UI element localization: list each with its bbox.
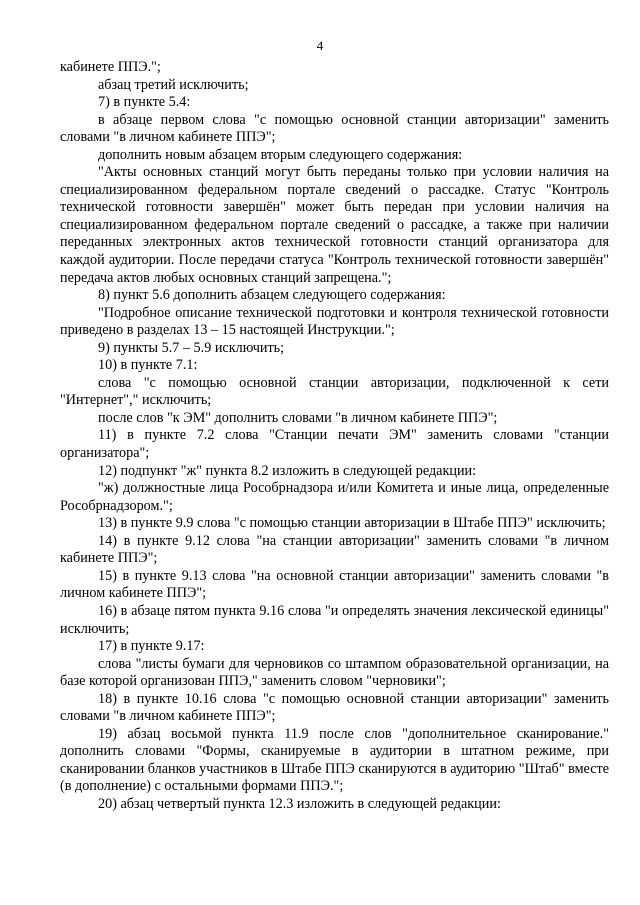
paragraph: 7) в пункте 5.4: — [98, 94, 191, 111]
paragraph: кабинете ППЭ."; — [60, 59, 161, 75]
paragraph: 17) в пункте 9.17: — [98, 638, 205, 655]
paragraph: 13) в пункте 9.9 слова "с помощью станции авторизации в Штабе ППЭ" исключить; — [98, 515, 606, 532]
paragraph: 16) в абзаце пятом пункта 9.16 слова "и определять значения лексической единицы" исключить; — [60, 602, 609, 637]
paragraph: 11) в пункте 7.2 слова "Станции печати ЭМ" заменить словами "станции организатора"; — [60, 427, 609, 462]
paragraph: 15) в пункте 9.13 слова "на основной станции авторизации" заменить словами "в личном кабинете ППЭ"; — [60, 567, 609, 602]
paragraph: в абзаце первом слова "с помощью основной станции авторизации" заменить словами "в личном кабинете ППЭ"; — [60, 111, 609, 146]
document-body — [60, 59, 609, 814]
paragraph: 14) в пункте 9.12 слова "на станции авторизации" заменить словами "в личном кабинете ППЭ"; — [60, 532, 609, 567]
paragraph: абзац третий исключить; — [98, 76, 249, 93]
paragraph: "Подробное описание технической подготовки и контроля технической готовности приведено в разделах 13 – 15 настоящей Инструкции."; — [60, 304, 609, 339]
paragraph: 9) пункты 5.7 – 5.9 исключить; — [98, 339, 285, 356]
paragraph: "Акты основных станций могут быть переданы только при условии наличия на специализированном федеральном портале сведений о рассадке. Статус "Контроль технической готовности завершён" может быть передан при условии наличия на специализированном федеральном портале сведений о рассадке, а также при наличии переданных электронных актов технической готовности станций организатора для каждой аудитории. После передачи статуса "Контроль технической готовности завершён" передача актов любых основных станций запрещена."; — [60, 164, 609, 286]
paragraph: 18) в пункте 10.16 слова "с помощью основной станции авторизации" заменить словами "в личном кабинете ППЭ"; — [60, 690, 609, 725]
paragraph: дополнить новым абзацем вторым следующего содержания: — [98, 146, 463, 163]
paragraph: "ж) должностные лица Рособрнадзора и/или Комитета и иные лица, определенные Рособрнадзором."; — [60, 480, 609, 514]
paragraph: слова "листы бумаги для черновиков со штампом образовательной организации, на базе которой организован ППЭ," заменить словом "черновики"; — [60, 655, 609, 690]
paragraph: 20) абзац четвертый пункта 12.3 изложить в следующей редакции: — [98, 795, 501, 812]
paragraph: 10) в пункте 7.1: — [98, 357, 198, 374]
paragraph: 8) пункт 5.6 дополнить абзацем следующего содержания: — [98, 287, 446, 304]
paragraph: после слов "к ЭМ" дополнить словами "в личном кабинете ППЭ"; — [98, 409, 498, 426]
paragraph: 12) подпункт "ж" пункта 8.2 изложить в следующей редакции: — [98, 462, 477, 479]
paragraph: слова "с помощью основной станции авторизации, подключенной к сети "Интернет"," исключить; — [60, 374, 609, 409]
page-number: 4 — [316, 38, 324, 53]
paragraph: 19) абзац восьмой пункта 11.9 после слов "дополнительное сканирование." дополнить словами "Формы, сканируемые в аудитории в штатном режиме, при сканировании бланков участников в Штабе ППЭ сканируются в аудиторию "Штаб" вместе (в дополнение) с остальными формами ППЭ."; — [60, 725, 609, 795]
